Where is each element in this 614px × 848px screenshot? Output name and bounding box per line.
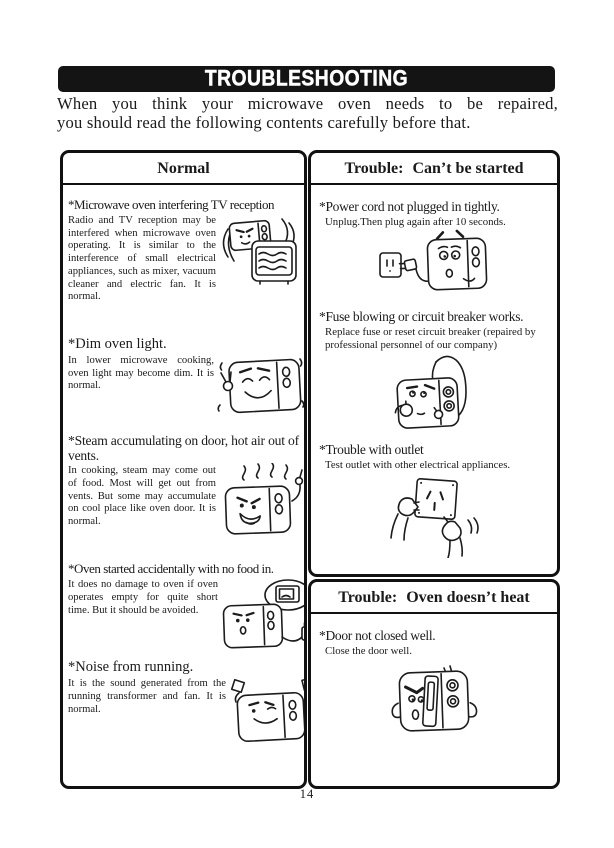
dim-oven-light-illustration: [214, 353, 306, 421]
intro-paragraph: [57, 94, 558, 132]
page-number: 14: [299, 787, 315, 801]
normal-panel: [60, 150, 307, 789]
trouble-heat-header: [311, 582, 557, 612]
header-label: Can’t be started: [412, 160, 524, 177]
trouble-start-header: [311, 153, 557, 183]
normal-item-dim-light: [63, 336, 304, 421]
outlet-test-illustration: [319, 472, 549, 558]
trouble-item-door: [311, 628, 557, 740]
item-body: Test outlet with other electrical appliances.: [325, 458, 511, 471]
power-cord-illustration: [319, 229, 549, 299]
trouble-item-power-cord: [311, 199, 557, 299]
header-rule: [311, 183, 557, 185]
item-body: In cooking, steam may come out of food. Most will get out from vents. But some may accumulate on cool place like oven door. It is normal.: [68, 465, 216, 528]
normal-panel-header: Normal: [157, 160, 210, 177]
item-title: *Door not closed well.: [319, 628, 436, 643]
steam-vents-illustration: [216, 463, 306, 541]
intro-line-2: you should read the following contents carefully before that.: [57, 113, 471, 132]
door-not-closed-illustration: [319, 658, 549, 740]
item-body: It does no damage to oven if oven operates empty for quite short time. But it should be avoided.: [68, 579, 218, 616]
header-prefix: Trouble:: [338, 589, 398, 606]
normal-item-tv-interference: [63, 197, 304, 304]
running-noise-illustration: [226, 676, 307, 744]
item-title: *Steam accumulating on door, hot air out of vents.: [68, 432, 299, 464]
item-body: Radio and TV reception may be interfered when microwave oven operating. It is similar to the interference of small electrical appliances, such as mixer, vacuum cleaner and electric fan. It is normal.: [68, 215, 216, 303]
tv-interference-illustration: [216, 213, 300, 291]
header-rule: [311, 612, 557, 614]
accidental-start-illustration: [218, 577, 307, 653]
normal-item-accidental-start: [63, 561, 304, 653]
item-body: Replace fuse or reset circuit breaker (repaired by professional personnel of our company): [325, 325, 536, 351]
item-title: *Power cord not plugged in tightly.: [319, 199, 500, 214]
item-title: *Noise from running.: [68, 659, 194, 676]
trouble-item-outlet: [311, 442, 557, 558]
header-rule: [63, 183, 304, 185]
item-title: *Microwave oven interfering TV reception: [68, 197, 275, 212]
item-title: *Fuse blowing or circuit breaker works.: [319, 308, 524, 324]
trouble-item-fuse-breaker: [311, 309, 557, 436]
item-title: *Oven started accidentally with no food in.: [68, 561, 274, 577]
intro-line-1: When you think your microwave oven needs to be repaired,: [57, 94, 558, 113]
item-body: Close the door well.: [325, 645, 412, 657]
normal-item-steam: [63, 433, 304, 541]
trouble-cant-start-panel: [308, 150, 560, 577]
trouble-no-heat-panel: [308, 579, 560, 789]
page-title: TROUBLESHOOTING: [204, 66, 409, 91]
item-title: *Dim oven light.: [68, 335, 167, 352]
troubleshooting-banner: [58, 66, 555, 92]
item-body: In lower microwave cooking, oven light may become dim. It is normal.: [68, 354, 214, 392]
item-body: Unplug.Then plug again after 10 seconds.: [325, 216, 506, 228]
header-prefix: Trouble:: [344, 160, 404, 177]
fuse-breaker-illustration: [319, 352, 549, 436]
header-label: Oven doesn’t heat: [406, 589, 530, 606]
item-body: It is the sound generated from the running transformer and fan. It is normal.: [68, 678, 226, 715]
normal-item-noise: [63, 659, 304, 744]
item-title: *Trouble with outlet: [319, 441, 424, 457]
